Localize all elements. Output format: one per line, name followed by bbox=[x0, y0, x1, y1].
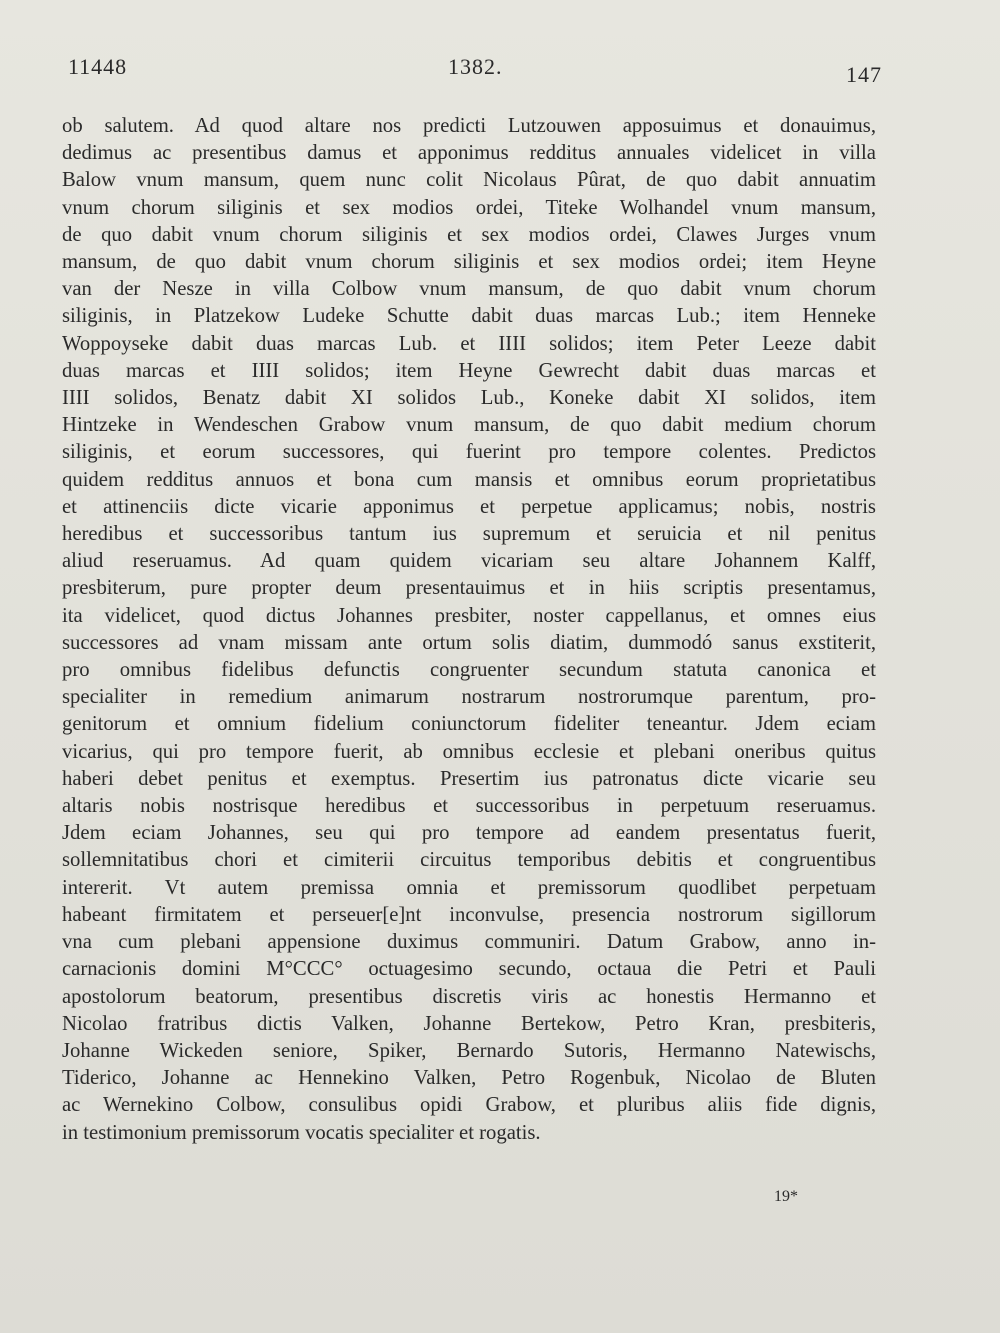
text-line: genitorum et omnium fidelium coniunctorum fideliter teneantur. Jdem eciam bbox=[62, 713, 876, 736]
text-line: sollemnitatibus chori et cimiterii circuitus temporibus debitis et congruentibus bbox=[62, 849, 876, 872]
text-line: ita videlicet, quod dictus Johannes presbiter, noster cappellanus, et omnes eius bbox=[62, 604, 876, 627]
text-line: quidem redditus annuos et bona cum mansis et omnibus eorum proprietatibus bbox=[62, 468, 876, 491]
text-line: haberi debet penitus et exemptus. Presertim ius patronatus dicte vicarie seu bbox=[62, 767, 876, 790]
text-line: Jdem eciam Johannes, seu qui pro tempore ad eandem presentatus fuerit, bbox=[62, 822, 876, 845]
text-line: ac Wernekino Colbow, consulibus opidi Grabow, et pluribus aliis fide dignis, bbox=[62, 1094, 876, 1117]
document-number: 11448 bbox=[68, 54, 128, 79]
text-line: in testimonium premissorum vocatis specialiter et rogatis. bbox=[62, 1121, 541, 1144]
text-line: aliud reseruamus. Ad quam quidem vicariam seu altare Johannem Kalff, bbox=[62, 550, 876, 573]
page-number: 147 bbox=[846, 62, 882, 87]
text-line: altaris nobis nostrisque heredibus et successoribus in perpetuum reseruamus. bbox=[62, 795, 876, 818]
text-line: IIII solidos, Benatz dabit XI solidos Lub., Koneke dabit XI solidos, item bbox=[62, 387, 876, 410]
text-line: successores ad vnam missam ante ortum solis diatim, dummodó sanus exstiterit, bbox=[62, 631, 876, 654]
text-line: ob salutem. Ad quod altare nos predicti Lutzouwen apposuimus et donauimus, bbox=[62, 115, 876, 137]
text-line: Johanne Wickeden seniore, Spiker, Bernardo Sutoris, Hermanno Natewischs, bbox=[62, 1039, 876, 1062]
text-line: Woppoyseke dabit duas marcas Lub. et IIII solidos; item Peter Leeze dabit bbox=[62, 332, 876, 355]
text-line: carnacionis domini M°CCC° octuagesimo secundo, octaua die Petri et Pauli bbox=[62, 958, 876, 981]
text-line: habeant firmitatem et perseuer[e]nt inconvulse, presencia nostrorum sigillorum bbox=[62, 903, 876, 926]
text-line: duas marcas et IIII solidos; item Heyne Gewrecht dabit duas marcas et bbox=[62, 359, 876, 382]
text-line: vicarius, qui pro tempore fuerit, ab omnibus ecclesie et plebani oneribus quitus bbox=[62, 740, 876, 763]
text-line: Hintzeke in Wendeschen Grabow vnum mansum, de quo dabit medium chorum bbox=[62, 414, 876, 437]
document-year: 1382. bbox=[448, 54, 503, 79]
text-line: Nicolao fratribus dictis Valken, Johanne Bertekow, Petro Kran, presbiteris, bbox=[62, 1012, 876, 1035]
text-line: pro omnibus fidelibus defunctis congruenter secundum statuta canonica et bbox=[62, 659, 876, 682]
text-line: apostolorum beatorum, presentibus discretis viris ac honestis Hermanno et bbox=[62, 985, 876, 1008]
text-line: vna cum plebani appensione duximus communiri. Datum Grabow, anno in- bbox=[62, 931, 876, 954]
body-text bbox=[62, 113, 876, 1147]
text-line: heredibus et successoribus tantum ius supremum et seruicia et nil penitus bbox=[62, 523, 876, 546]
page-header bbox=[68, 54, 882, 94]
text-line: et attinenciis dicte vicarie apponimus et perpetue applicamus; nobis, nostris bbox=[62, 495, 876, 518]
text-line: dedimus ac presentibus damus et apponimus redditus annuales videlicet in villa bbox=[62, 142, 876, 165]
text-line: Balow vnum mansum, quem nunc colit Nicolaus Pûrat, de quo dabit annuatim bbox=[62, 169, 876, 192]
text-line: siliginis, in Platzekow Ludeke Schutte dabit duas marcas Lub.; item Henneke bbox=[62, 305, 876, 328]
text-line: presbiterum, pure propter deum presentauimus et in hiis scriptis presentamus, bbox=[62, 577, 876, 600]
text-line: van der Nesze in villa Colbow vnum mansum, de quo dabit vnum chorum bbox=[62, 278, 876, 301]
text-line: mansum, de quo dabit vnum chorum siliginis et sex modios ordei; item Heyne bbox=[62, 251, 876, 274]
text-line: siliginis, et eorum successores, qui fuerint pro tempore colentes. Predictos bbox=[62, 441, 876, 464]
text-line: de quo dabit vnum chorum siliginis et sex modios ordei, Clawes Jurges vnum bbox=[62, 223, 876, 246]
text-line: specialiter in remedium animarum nostrarum nostrorumque parentum, pro- bbox=[62, 686, 876, 709]
signature-mark: 19* bbox=[774, 1188, 798, 1205]
text-line: Tiderico, Johanne ac Hennekino Valken, Petro Rogenbuk, Nicolao de Bluten bbox=[62, 1067, 876, 1090]
text-line: vnum chorum siliginis et sex modios ordei, Titeke Wolhandel vnum mansum, bbox=[62, 196, 876, 219]
text-line: intererit. Vt autem premissa omnia et premissorum quodlibet perpetuam bbox=[62, 876, 876, 899]
